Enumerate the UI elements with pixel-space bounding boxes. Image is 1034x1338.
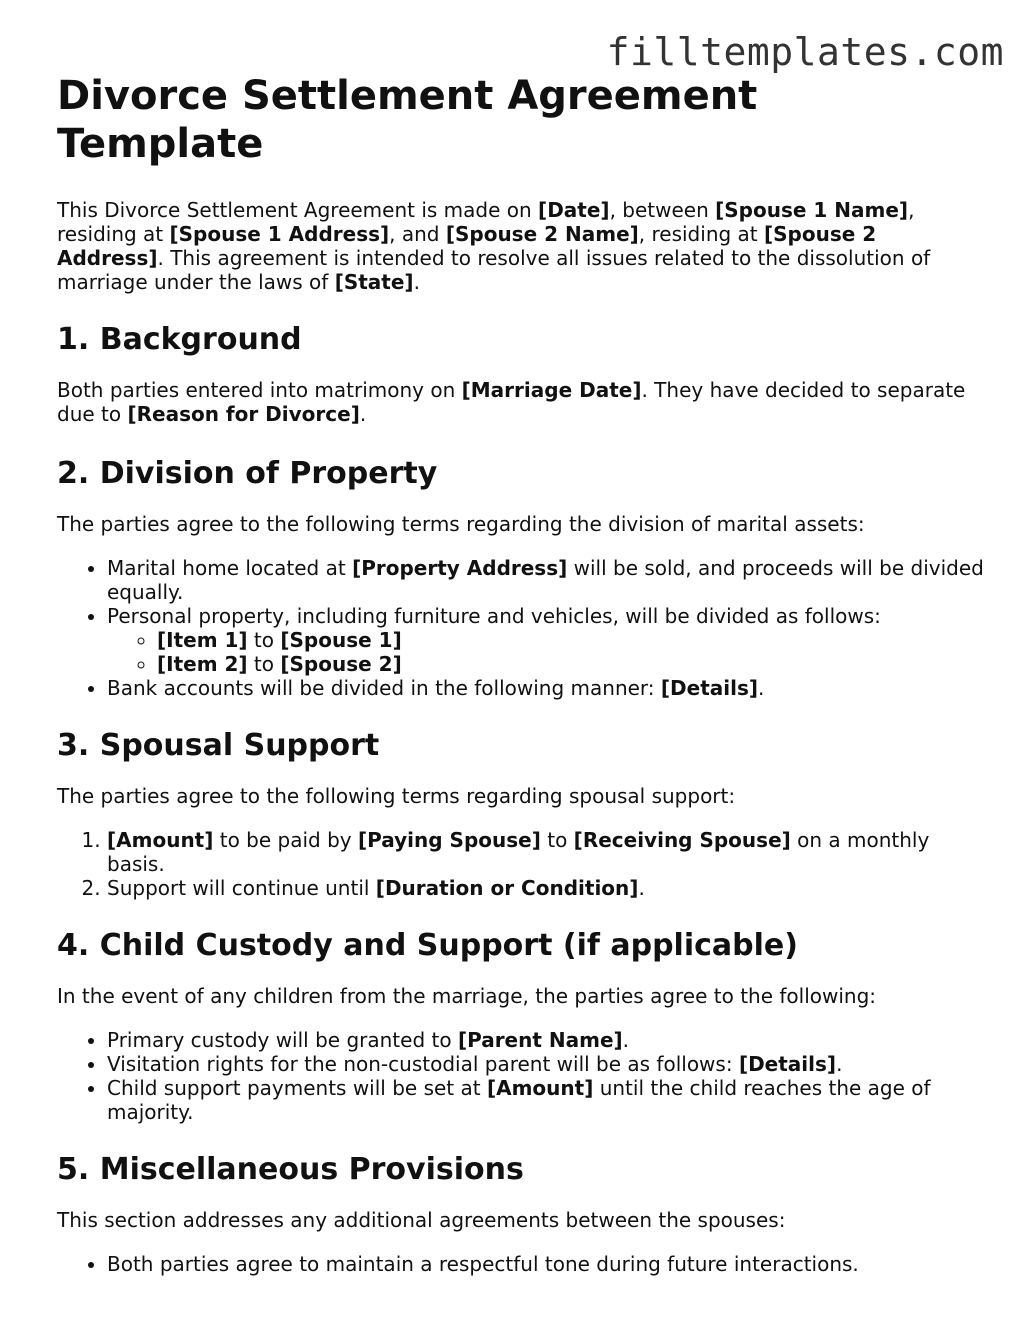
- list-item: [107, 604, 987, 676]
- intro-text-2: , between: [609, 198, 716, 222]
- support-item-1-text-3: on a monthly basis.: [107, 828, 930, 876]
- placeholder-details: [Details]: [738, 1052, 837, 1076]
- document-title: Divorce Settlement Agreement Template: [57, 73, 758, 167]
- section-heading-miscellaneous: 5. Miscellaneous Provisions: [57, 1152, 524, 1187]
- placeholder-parent-name: [Parent Name]: [457, 1028, 623, 1052]
- intro-text-7: .: [413, 270, 420, 294]
- intro-paragraph: [57, 198, 987, 294]
- support-item-2-text: Support will continue until: [107, 876, 376, 900]
- custody-item-3-text: Child support payments will be set at: [107, 1076, 487, 1100]
- section-heading-child-custody: 4. Child Custody and Support (if applicable): [57, 928, 798, 963]
- support-item-1-text-2: to: [540, 828, 574, 852]
- sub-item-2-text: to: [247, 652, 281, 676]
- background-text-3: .: [359, 402, 367, 426]
- placeholder-date: [Date]: [538, 198, 610, 222]
- placeholder-duration-or-condition: [Duration or Condition]: [375, 876, 639, 900]
- placeholder-item-1: [Item 1]: [157, 628, 248, 652]
- placeholder-reason-for-divorce: [Reason for Divorce]: [127, 402, 360, 426]
- background-text-2: . They have decided to separate due to: [57, 378, 966, 426]
- background-paragraph: [57, 378, 987, 426]
- custody-item-2-text: Visitation rights for the non-custodial parent will be as follows:: [107, 1052, 739, 1076]
- placeholder-receiving-spouse: [Receiving Spouse]: [573, 828, 791, 852]
- watermark: filltemplates.com: [606, 30, 1004, 74]
- section-heading-division-of-property: 2. Division of Property: [57, 456, 438, 491]
- list-item: [107, 876, 987, 900]
- support-item-1-text: to be paid by: [213, 828, 358, 852]
- sub-item-1-text: to: [247, 628, 281, 652]
- intro-text-6: . This agreement is intended to resolve all issues related to the dissolution of marriage under the laws of: [57, 246, 931, 294]
- placeholder-state: [State]: [334, 270, 414, 294]
- property-item-1-text-2: will be sold, and proceeds will be divided equally.: [107, 556, 984, 604]
- placeholder-details: [Details]: [660, 676, 759, 700]
- property-sub-list: [107, 628, 987, 676]
- miscellaneous-lead: This section addresses any additional agreements between the spouses:: [57, 1208, 786, 1232]
- placeholder-amount: [Amount]: [486, 1076, 594, 1100]
- spousal-support-lead: The parties agree to the following terms regarding spousal support:: [57, 784, 736, 808]
- property-item-3-text: Bank accounts will be divided in the following manner:: [107, 676, 661, 700]
- placeholder-paying-spouse: [Paying Spouse]: [358, 828, 541, 852]
- property-list: [57, 556, 987, 700]
- intro-text-4: , and: [389, 222, 446, 246]
- property-item-3-text-2: .: [758, 676, 765, 700]
- custody-item-1-text: Primary custody will be granted to: [107, 1028, 458, 1052]
- list-item: [107, 676, 987, 700]
- custody-item-3-text-2: until the child reaches the age of majority.: [107, 1076, 931, 1124]
- placeholder-spouse-2-name: [Spouse 2 Name]: [445, 222, 639, 246]
- miscellaneous-list: [57, 1252, 987, 1276]
- placeholder-amount: [Amount]: [107, 828, 214, 852]
- intro-text-1: This Divorce Settlement Agreement is made on: [57, 198, 539, 222]
- support-item-2-text-2: .: [638, 876, 645, 900]
- placeholder-property-address: [Property Address]: [352, 556, 568, 580]
- property-item-1-text: Marital home located at: [107, 556, 353, 580]
- placeholder-spouse-2: [Spouse 2]: [280, 652, 402, 676]
- placeholder-spouse-1: [Spouse 1]: [280, 628, 402, 652]
- placeholder-item-2: [Item 2]: [157, 652, 248, 676]
- section-heading-spousal-support: 3. Spousal Support: [57, 728, 380, 763]
- intro-text-5: , residing at: [638, 222, 764, 246]
- child-custody-list: [57, 1028, 987, 1124]
- placeholder-marriage-date: [Marriage Date]: [461, 378, 642, 402]
- list-item: [157, 652, 987, 676]
- property-lead: The parties agree to the following terms regarding the division of marital assets:: [57, 512, 865, 536]
- custody-item-1-text-2: .: [622, 1028, 630, 1052]
- child-custody-lead: In the event of any children from the marriage, the parties agree to the following:: [57, 984, 877, 1008]
- property-item-2-text: Personal property, including furniture and vehicles, will be divided as follows:: [107, 604, 881, 628]
- intro-text-3: , residing at: [57, 198, 915, 246]
- document-body: [57, 72, 987, 1276]
- list-item: [107, 1028, 987, 1052]
- list-item: [107, 556, 987, 604]
- placeholder-spouse-1-address: [Spouse 1 Address]: [169, 222, 390, 246]
- list-item: [107, 828, 987, 876]
- list-item: [157, 628, 987, 652]
- spousal-support-list: [57, 828, 987, 900]
- placeholder-spouse-1-name: [Spouse 1 Name]: [715, 198, 909, 222]
- list-item: [107, 1076, 987, 1124]
- section-heading-background: 1. Background: [57, 322, 302, 357]
- background-text-1: Both parties entered into matrimony on: [57, 378, 462, 402]
- custody-item-2-text-2: .: [836, 1052, 843, 1076]
- list-item: [107, 1052, 987, 1076]
- list-item: • Both parties agree to maintain a respectful tone during future interactions.: [107, 1252, 987, 1276]
- placeholder-spouse-2-address: [Spouse 2 Address]: [57, 222, 877, 270]
